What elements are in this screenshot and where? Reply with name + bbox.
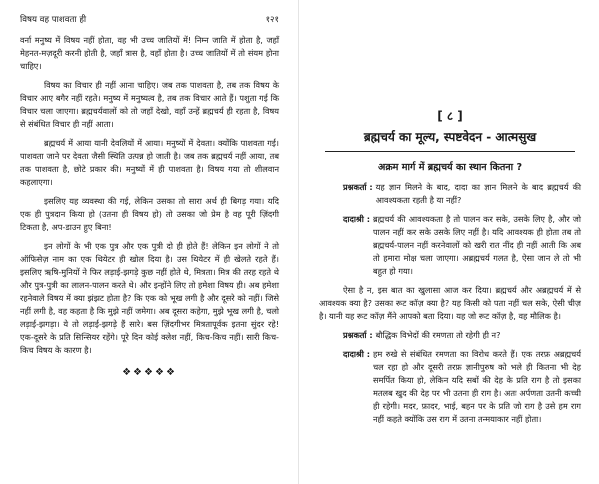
- qa-text: बौद्धिक विभेदों की रमणता तो रहेगी ही न?: [375, 330, 501, 340]
- qa-text: हम रुखे से संबंधित रमणता का विरोध करते हैं। एक तरफ़ अब्रह्मचर्य चल रहा हो और दूसरी तरफ़ ज्ञानीपुरुष को भले ही कितना भी देह समर्पित किया हो, लेकिन यदि सबों की देह के प्रति राग है तो इसका मतलब खुद की देह पर भी उतना ही राग है। अतः अर्पणता उतनी कच्ची ही रहेगी। मदर, फ़ादर, भाई, बहन पर के प्रति जो राग है उसे हम राग नहीं कहते क्योंकि उस राग में उतना तन्मयाकार नहीं होता।: [372, 349, 581, 424]
- page-gutter: [298, 0, 299, 484]
- speaker-label: प्रश्नकर्ता :: [343, 182, 373, 192]
- qa-question: [319, 329, 581, 342]
- qa-text: यह ज्ञान मिलने के बाद, दादा का ज्ञान मिलने के बाद ब्रह्मचर्य की आवश्यकता रहती है या नहीं?: [375, 182, 581, 205]
- paragraph: इन लोगों के भी एक पुत्र और एक पुत्री दो ही होते हैं! लेकिन इन लोगों ने तो ऑफिसेज़ नाम का एक थियेटर ही खोल दिया है। उस थियेटर में ही खेलते रहते हैं। इसलिए ऋषि-मुनियों ने फिर लड़ाई-झगड़े कुछ नहीं होते थे, मित्रता। मित्र की तरह रहते थे और पुत्र-पुत्री का लालन-पालन करते थे। और इन्होंने लिए तो हमेशा विषय ही। अब हमेशा रहनेवाले विषय में क्या झंझट होता है? कि एक को भूख लगी है और दूसरे को नहीं। जिसे नहीं लगी है, वह कहता है कि मुझे नहीं जमेगा। अब दूसरा कहेगा, मुझे भूख लगी है, चलो लड़ाई-झगड़ा। ये तो लड़ाई-झगड़े हैं सारे। बस ज़िंदगीभर मित्रतापूर्वक इतना सुंदर रहे! एक-दूसरे के प्रति सिन्सियर रहेंगे। पूरे दिन कोई क्लेश नहीं, किच-किच नहीं। सारी किच-किच विषय के कारण है।: [20, 241, 279, 355]
- section-end-ornament: ❖❖❖❖❖: [122, 367, 177, 378]
- title-rule: [325, 151, 575, 152]
- paragraph: वर्ना मनुष्य में विषय नहीं होता, वह भी उच्च जातियों में! निम्न जाति में होता है, जहाँ मेहनत-मज़दूरी करनी होती है, जहाँ त्रास है, वहाँ होता है। उच्च जातियों में तो संयम होना चाहिए।: [20, 35, 279, 71]
- qa-answer: [319, 348, 581, 426]
- qa-answer: [319, 213, 581, 278]
- chapter-number: [ ८ ]: [437, 109, 463, 123]
- speaker-label: दादाश्री :: [343, 349, 370, 359]
- right-page: [305, 0, 599, 484]
- paragraph: विषय का विचार ही नहीं आना चाहिए। जब तक पाशवता है, तब तक विषय के विचार आए बगैर नहीं रहते। मनुष्य में मनुष्यत्व है, तब तक विचार आते हैं। पशुता गई कि विचार चला जाएगा। ब्रह्मचर्यवालों को तो जहाँ देखो, वहाँ उन्हें ब्रह्मचर्य ही रहता है, विषय से संबंधित विचार ही नहीं आता।: [20, 80, 279, 129]
- chapter-title: ब्रह्मचर्य का मूल्य, स्पष्टवेदन - आत्मसुख: [363, 130, 537, 144]
- speaker-label: दादाश्री :: [343, 214, 370, 224]
- left-page: [0, 0, 293, 484]
- speaker-label: प्रश्नकर्ता :: [343, 330, 373, 340]
- paragraph: ऐसा है न, इस बात का खुलासा आज कर दिया। ब्रह्मचर्य और अब्रह्मचर्य में से आवश्यक क्या है? उसका रूट कॉज़ क्या है? यह किसी को पता नहीं चल सके, ऐसी चीज़ है। यानी यह रूट कॉज़ मैंने आपको बता दिया। यह जो रूट कॉज़ है, वह मौलिक है।: [319, 285, 581, 321]
- section-title: अक्रम मार्ग में ब्रह्मचर्य का स्थान कितना ?: [377, 162, 523, 173]
- paragraph: ब्रह्मचर्य में आया यानी देवलियों में आया। मनुष्यों में देवता। क्योंकि पाशवता गई। पाशवता जाने पर देवता जैसी स्थिति उत्पन्न हो जाती है। जब तक ब्रह्मचर्य नहीं आया, तब तक पाशवता है, छोटे प्रकार की। मनुष्यों में ही पाशवता है। विषय गया तो शीलवान कहलाएगा।: [20, 138, 279, 187]
- paragraph: इसलिए यह व्यवस्था की गई, लेकिन उसका तो सारा अर्थ ही बिगड़ गया। यदि एक ही पुत्रदान किया हो (उतना ही विषय हो) तो उसका जो प्रेम है वह पूरी ज़िंदगी टिकता है, अप-डाउन हुए बिना!: [20, 196, 279, 232]
- running-title: विषय वह पाशवता ही: [20, 15, 87, 25]
- qa-question: [319, 181, 581, 207]
- qa-text: ब्रह्मचर्य की आवश्यकता है तो पालन कर सके, उसके लिए है, और जो पालन नहीं कर सके उसके लिए नहीं है। यदि आवश्यक ही होता तब तो ब्रह्मचर्य-पालन नहीं करनेवालों को खरी रात नींद ही नहीं आती कि अब तो हमारा मोक्ष चला जाएगा। अब्रह्मचर्य गलत है, ऐसा जान ले तो भी बहुत हो गया।: [372, 214, 581, 276]
- page-number: १२१: [265, 15, 279, 25]
- left-page-header: [20, 14, 279, 26]
